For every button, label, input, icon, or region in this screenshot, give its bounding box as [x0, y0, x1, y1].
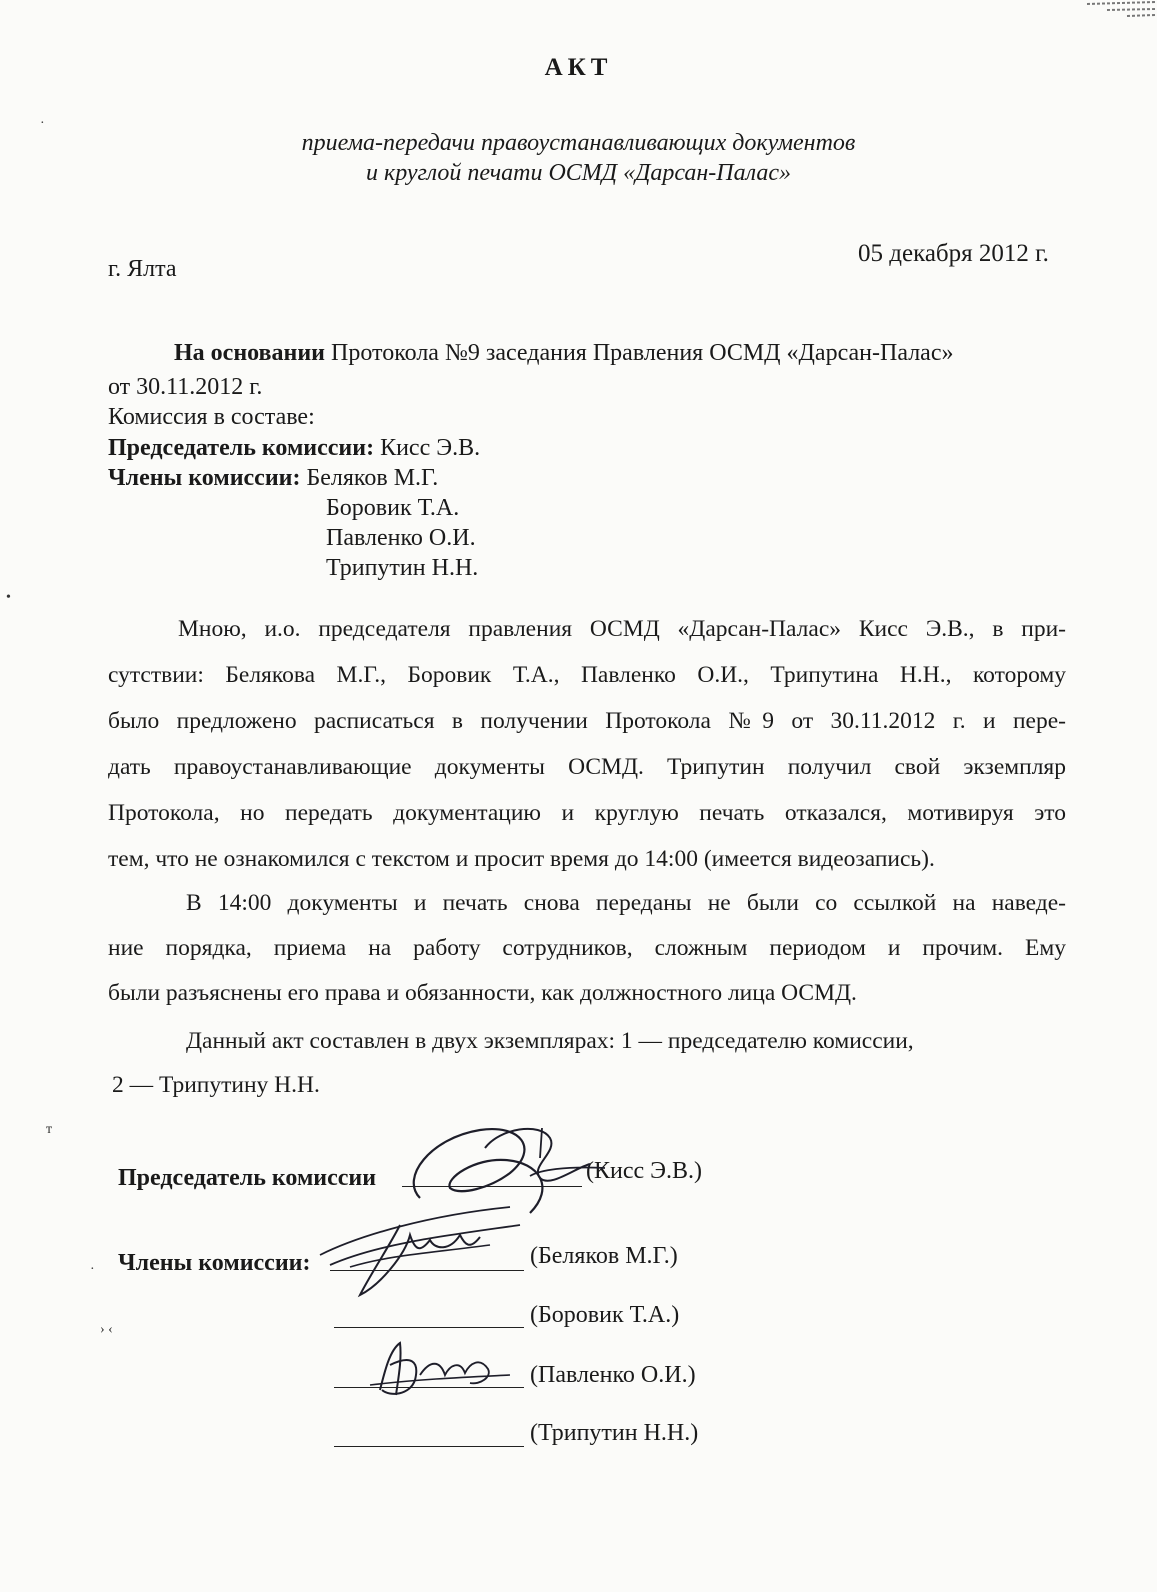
chair-label: Председатель комиссии: [108, 435, 375, 461]
member-name: Павленко О.И. [326, 525, 476, 551]
paragraph-line: В 14:00 документы и печать снова переданы не были со ссылкой на наведе- [186, 890, 1066, 916]
member-name: Беляков М.Г. [300, 465, 439, 491]
basis-date: от 30.11.2012 г. [108, 374, 263, 400]
basis-lead: На основании [174, 340, 325, 366]
signature-members-label: Члены комиссии: [118, 1250, 311, 1276]
members-label: Члены комиссии: [108, 465, 301, 491]
paragraph-line: 2 — Трипутину Н.Н. [112, 1072, 320, 1098]
scan-speck: • [6, 590, 11, 605]
chair-name: Кисс Э.В. [374, 435, 481, 461]
handwritten-signature-member-1 [310, 1195, 540, 1305]
signature-member-name: (Боровик Т.А.) [530, 1302, 680, 1328]
document-subtitle-line-2: и круглой печати ОСМД «Дарсан-Палас» [365, 160, 792, 186]
scan-speck: · [40, 116, 45, 131]
document-title: АКТ [544, 54, 613, 81]
basis-text: Протокола №9 заседания Правления ОСМД «Дарсан-Палас» [325, 340, 954, 366]
scan-speck: › ‹ [100, 1322, 113, 1337]
paragraph-line: Мною, и.о. председателя правления ОСМД «Дарсан-Палас» Кисс Э.В., в при- [178, 616, 1066, 642]
document-subtitle-line-1: приема-передачи правоустанавливающих документов [301, 130, 856, 156]
scan-speck: · [90, 1262, 95, 1277]
signature-member-name: (Трипутин Н.Н.) [530, 1420, 699, 1446]
signature-chair-label: Председатель комиссии [118, 1165, 377, 1191]
signature-line [334, 1327, 524, 1328]
scan-noise-mark [1047, 0, 1157, 40]
city-label: г. Ялта [108, 256, 177, 282]
paragraph-line: были разъяснены его права и обязанности, как должностного лица ОСМД. [108, 980, 857, 1006]
member-name: Боровик Т.А. [326, 495, 460, 521]
member-name: Трипутин Н.Н. [326, 555, 479, 581]
signature-member-name: (Павленко О.И.) [530, 1362, 696, 1388]
document-date: 05 декабря 2012 г. [858, 240, 1049, 267]
commission-intro: Комиссия в составе: [108, 404, 315, 430]
handwritten-signature-member-3 [360, 1335, 520, 1405]
paragraph-line: Протокола, но передать документацию и круглую печать отказался, мотивируя это [108, 800, 1066, 826]
signature-chair-name: (Кисс Э.В.) [586, 1158, 702, 1184]
paragraph-line: сутствии: Белякова М.Г., Боровик Т.А., Павленко О.И., Трипутина Н.Н., которому [108, 662, 1066, 688]
paragraph-line: было предложено расписаться в получении Протокола №9 от 30.11.2012 г. и пере- [108, 708, 1066, 734]
signature-line [334, 1446, 524, 1447]
commission-members [108, 465, 438, 492]
basis-line [174, 340, 953, 367]
scan-speck: т [46, 1122, 53, 1137]
signature-member-name: (Беляков М.Г.) [530, 1243, 678, 1269]
paragraph-line: ние порядка, приема на работу сотрудников, сложным периодом и прочим. Ему [108, 935, 1066, 961]
paragraph-line: Данный акт составлен в двух экземплярах: 1 — председателю комиссии, [186, 1028, 914, 1054]
commission-chair [108, 435, 480, 462]
paragraph-line: дать правоустанавливающие документы ОСМД. Трипутин получил свой экземпляр [108, 754, 1066, 780]
paragraph-line: тем, что не ознакомился с текстом и просит время до 14:00 (имеется видеозапись). [108, 846, 935, 872]
